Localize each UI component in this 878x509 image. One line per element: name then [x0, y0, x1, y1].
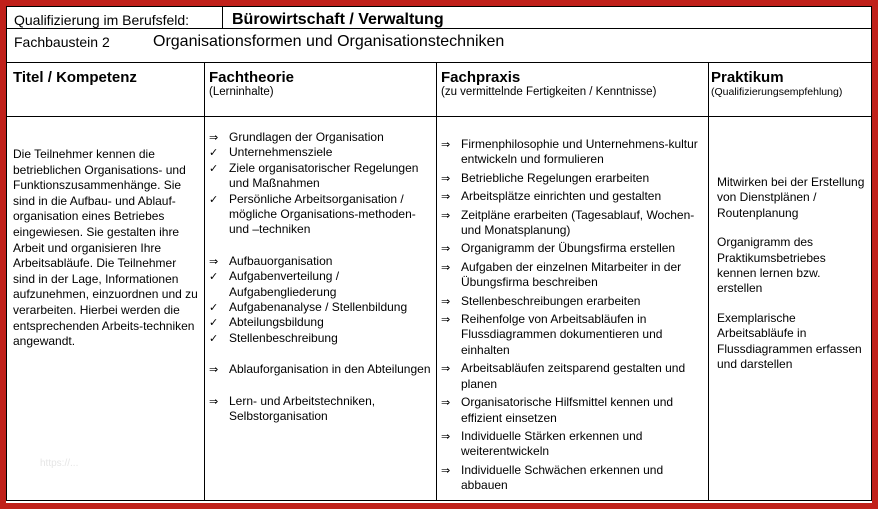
watermark-text: https://... — [40, 458, 79, 469]
table-border-right — [871, 6, 872, 501]
fachpraxis-item-text: Betriebliche Regelungen erarbeiten — [461, 170, 650, 185]
fachpraxis-item — [441, 137, 705, 168]
column-header-fachpraxis — [441, 69, 703, 98]
fachpraxis-item-text: Individuelle Stärken erkennen und weiterentwickeln — [461, 428, 643, 459]
fachtheorie-item-text: Unternehmensziele — [229, 145, 333, 160]
checkmark-icon: ✓ — [209, 301, 219, 315]
double-arrow-icon: ⇒ — [441, 171, 451, 185]
praktikum-item: Exemplarische Arbeitsabläufe in Flussdiagrammen erfassen und darstellen — [717, 310, 862, 372]
fachpraxis-list — [441, 137, 705, 494]
fachpraxis-item-text: Individuelle Schwächen erkennen und abbauen — [461, 462, 664, 493]
fachpraxis-item — [441, 395, 705, 426]
fachpraxis-item-text: Reihenfolge von Arbeitsabläufen in Flussdiagrammen dokumentieren und einhalten — [461, 312, 663, 357]
fachpraxis-item-text: Arbeitsabläufen zeitsparend gestalten und planen — [461, 361, 686, 391]
table-border-bottom — [6, 500, 872, 501]
column-title: Praktikum — [711, 69, 784, 86]
fachpraxis-item-text: Zeitpläne erarbeiten (Tagesablauf, Wochen- und Monatsplanung) — [461, 207, 695, 238]
fachtheorie-item-text: Stellenbeschreibung — [229, 330, 338, 345]
column-subtitle: (Qualifizierungsempfehlung) — [711, 86, 843, 98]
fachtheorie-item-text: Abteilungsbildung — [229, 315, 324, 330]
fachpraxis-item — [441, 312, 705, 358]
fachpraxis-item — [441, 171, 705, 186]
double-arrow-icon: ⇒ — [209, 131, 219, 144]
fachtheorie-item-text: Aufgabenanalyse / Stellenbildung — [229, 300, 408, 315]
column-title: Fachtheorie — [209, 69, 295, 86]
fachtheorie-item-text: Grundlagen der Organisation — [229, 130, 384, 144]
column-subtitle: (zu vermittelnde Fertigkeiten / Kenntnisse) — [441, 86, 657, 98]
double-arrow-icon: ⇒ — [441, 313, 451, 327]
fachpraxis-item-text: Stellenbeschreibungen erarbeiten — [461, 293, 641, 308]
fachpraxis-item — [441, 463, 705, 494]
column-subtitle: (Lerninhalte) — [209, 86, 274, 98]
fachpraxis-item-text: Organigramm der Übungsfirma erstellen — [461, 241, 676, 256]
fachpraxis-item-text: Firmenphilosophie und Unternehmens-kultur entwickeln und formulieren — [461, 137, 698, 167]
praktikum-item: Mitwirken bei der Erstellung von Dienstplänen / Routenplanung — [717, 175, 865, 220]
row-divider — [6, 62, 872, 63]
table-border-left — [6, 6, 7, 501]
qualification-value: Bürowirtschaft / Verwaltung — [232, 11, 444, 28]
double-arrow-icon: ⇒ — [209, 394, 219, 408]
fachtheorie-item-text: Lern- und Arbeitstechniken, Selbstorganisation — [229, 393, 376, 424]
double-arrow-icon: ⇒ — [441, 242, 451, 256]
fachtheorie-item-text: Persönliche Arbeitsorganisation / mögliche Organisations-methoden- und –techniken — [229, 191, 416, 237]
fachpraxis-item-text: Organisatorische Hilfsmittel kennen und effizient einsetzen — [461, 395, 674, 425]
fachpraxis-item — [441, 260, 705, 291]
fachtheorie-item-text: Aufgabenverteilung / Aufgabengliederung — [229, 269, 340, 299]
double-arrow-icon: ⇒ — [209, 254, 219, 268]
column-title: Titel / Kompetenz — [13, 69, 137, 86]
double-arrow-icon: ⇒ — [441, 138, 451, 151]
double-arrow-icon: ⇒ — [441, 463, 451, 477]
fachtheorie-item — [209, 315, 434, 330]
fachtheorie-item — [209, 331, 434, 346]
fachtheorie-item — [209, 269, 434, 300]
kompetenz-text: Die Teilnehmer kennen die betrieblichen Organisations- und Funktionszusammenhänge. Sie sind in die Aufbau- und Ablauf-organisation eines Betriebes eingewiesen. Sie gestalten ihre Arbeit und organisieren Ihre Arbeitsabläufe. Die Teilnehmer sind in der Lage, Informationen aufzunehmen, einzuordnen und zu verarbeiten. Hierbei werden die entsprechenden Arbeits-techniken angewandt. — [13, 147, 198, 349]
praktikum-cell — [717, 175, 865, 386]
fachtheorie-item — [209, 130, 434, 145]
column-divider — [708, 62, 709, 500]
fachtheorie-item — [209, 145, 434, 160]
fachtheorie-list — [209, 130, 434, 425]
checkmark-icon: ✓ — [209, 192, 219, 206]
checkmark-icon: ✓ — [209, 331, 219, 345]
column-header-titel — [13, 69, 199, 86]
fachpraxis-item — [441, 361, 705, 392]
header-row-divider — [6, 116, 872, 117]
double-arrow-icon: ⇒ — [441, 260, 451, 274]
checkmark-icon: ✓ — [209, 146, 219, 160]
fachpraxis-item — [441, 208, 705, 239]
column-divider — [436, 62, 437, 500]
fachpraxis-cell — [441, 137, 705, 497]
fachtheorie-item-text: Ziele organisatorischer Regelungen und Maßnahmen — [229, 160, 419, 191]
double-arrow-icon: ⇒ — [441, 429, 451, 443]
curriculum-table — [6, 6, 872, 503]
module-title: Organisationsformen und Organisationstechniken — [153, 33, 505, 50]
qualification-label: Qualifizierung im Berufsfeld: — [14, 12, 190, 28]
fachtheorie-item — [209, 192, 434, 238]
double-arrow-icon: ⇒ — [441, 208, 451, 222]
fachpraxis-item-text: Arbeitsplätze einrichten und gestalten — [461, 189, 662, 204]
fachtheorie-item — [209, 362, 434, 377]
fachtheorie-item-text: Ablauforganisation in den Abteilungen — [229, 362, 431, 377]
fachtheorie-item — [209, 394, 434, 425]
header-cell-divider — [222, 6, 223, 28]
fachpraxis-item-text: Aufgaben der einzelnen Mitarbeiter in der Übungsfirma beschreiben — [461, 259, 682, 290]
double-arrow-icon: ⇒ — [441, 190, 451, 204]
fachtheorie-cell — [209, 130, 434, 425]
double-arrow-icon: ⇒ — [441, 294, 451, 308]
double-arrow-icon: ⇒ — [209, 363, 219, 377]
column-header-praktikum — [711, 69, 871, 98]
fachtheorie-item — [209, 161, 434, 192]
double-arrow-icon: ⇒ — [441, 396, 451, 410]
column-divider — [204, 62, 205, 500]
double-arrow-icon: ⇒ — [441, 362, 451, 376]
table-border-top — [6, 6, 872, 7]
fachtheorie-item — [209, 254, 434, 269]
praktikum-item: Organigramm des Praktikumsbetriebes kennen lernen bzw. erstellen — [717, 235, 826, 296]
column-title: Fachpraxis — [441, 69, 521, 86]
fachpraxis-item — [441, 429, 705, 460]
checkmark-icon: ✓ — [209, 161, 219, 175]
fachpraxis-item — [441, 241, 705, 256]
column-header-fachtheorie — [209, 69, 431, 98]
checkmark-icon: ✓ — [209, 316, 219, 330]
fachtheorie-item — [209, 300, 434, 315]
module-label: Fachbaustein 2 — [14, 34, 110, 50]
checkmark-icon: ✓ — [209, 270, 219, 284]
row-divider — [6, 28, 872, 29]
fachpraxis-item — [441, 189, 705, 204]
fachpraxis-item — [441, 294, 705, 309]
fachtheorie-item-text: Aufbauorganisation — [229, 253, 333, 268]
